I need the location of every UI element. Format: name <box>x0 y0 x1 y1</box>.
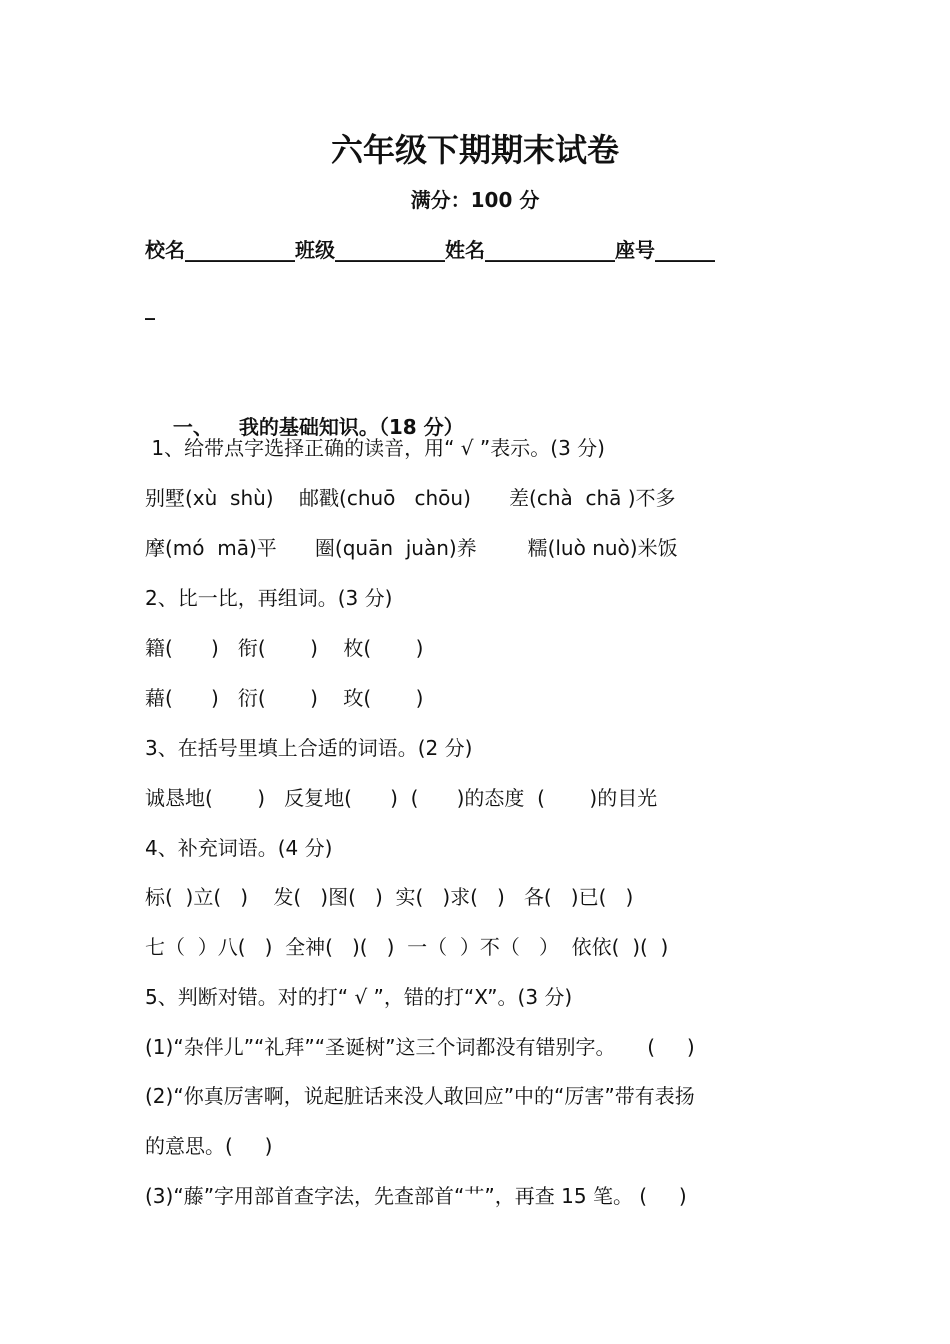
question-4-title: 4、补充词语。(4 分) <box>145 836 333 860</box>
question-3-title: 3、在括号里填上合适的词语。(2 分) <box>145 736 473 760</box>
student-info-line-wrap: _ <box>145 296 155 320</box>
student-info-line: 校名___________班级___________姓名_____________座号______ <box>145 238 715 262</box>
section-1-title: 我的基础知识。（18 分） <box>238 415 464 439</box>
question-5-item-3: (3)“藤”字用部首查字法，先查部首“艹”，再查 15 笔。 ( ) <box>145 1184 687 1208</box>
section-1-number: 一、 <box>172 415 213 439</box>
question-1-row-2: 摩(mó mā)平 圈(quān juàn)养 糯(luò nuò)米饭 <box>145 536 678 560</box>
full-score: 满分：100 分 <box>410 188 540 212</box>
question-4-row-1: 标( )立( ) 发( )图( ) 实( )求( ) 各( )已( ) <box>145 885 634 909</box>
question-5-title: 5、判断对错。对的打“ √ ”，错的打“X”。(3 分) <box>145 985 573 1009</box>
question-2-title: 2、比一比，再组词。(3 分) <box>145 586 393 610</box>
question-5-item-1: (1)“杂伴儿”“礼拜”“圣诞树”这三个词都没有错别字。 ( ) <box>145 1035 695 1059</box>
question-5-item-2-cont: 的意思。( ) <box>145 1134 273 1158</box>
question-4-row-2: 七（ ）八( ) 全神( )( ) 一（ ）不（ ） 依依( )( ) <box>145 935 669 959</box>
question-5-item-2: (2)“你真厉害啊，说起脏话来没人敢回应”中的“厉害”带有表扬 <box>145 1084 695 1108</box>
question-1-row-1: 别墅(xù shù) 邮戳(chuō chōu) 差(chà chā )不多 <box>145 486 676 510</box>
question-2-row-1: 籍( ) 衔( ) 枚( ) <box>145 636 424 660</box>
question-3-row-1: 诚恳地( ) 反复地( ) ( )的态度 ( )的目光 <box>145 786 658 810</box>
question-2-row-2: 藉( ) 衍( ) 玫( ) <box>145 686 424 710</box>
question-1-title: 1、给带点字选择正确的读音，用“ √ ”表示。(3 分) <box>145 436 605 460</box>
page-title: 六年级下期期末试卷 <box>330 131 619 169</box>
